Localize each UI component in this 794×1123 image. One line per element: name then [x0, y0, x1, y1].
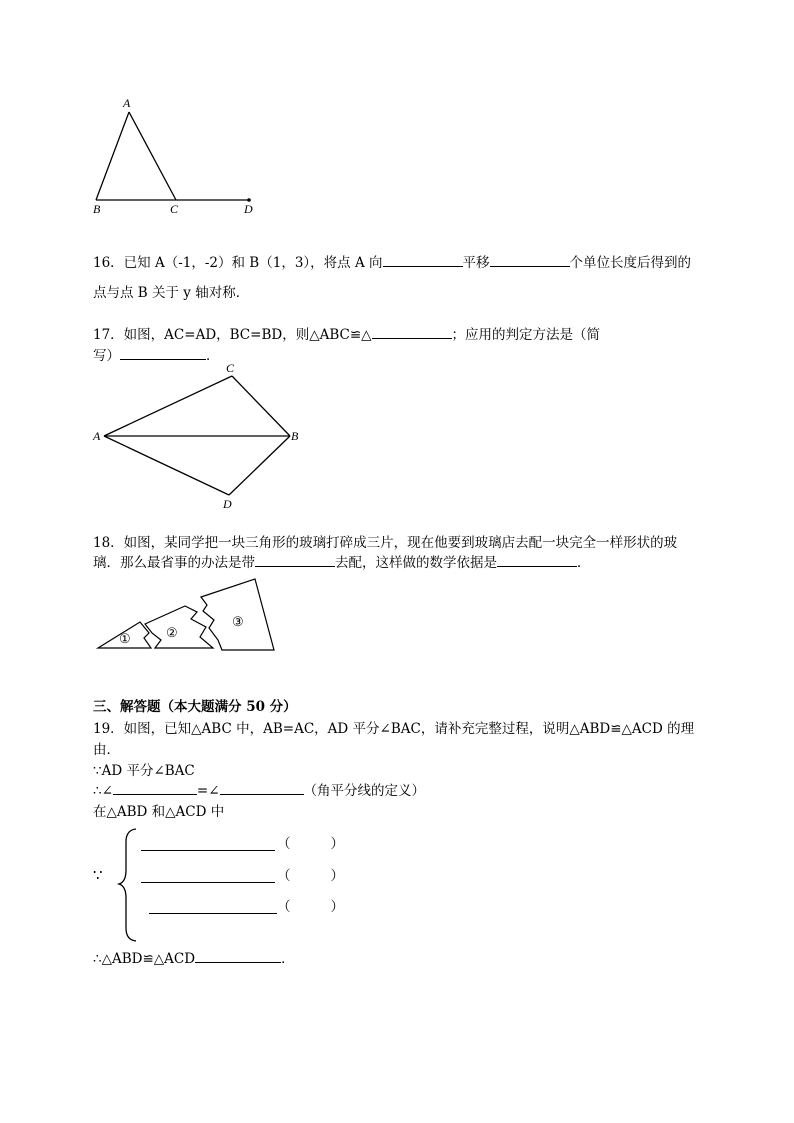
- question-19-line-5: 在△ABD 和△ACD 中: [93, 804, 225, 820]
- label-a: A: [123, 96, 131, 110]
- proof-row-2-paren-close: ）: [330, 868, 344, 884]
- q19-conclusion-period: ．: [281, 951, 295, 967]
- q17-text-b: ；应用的判定方法是（简: [451, 327, 601, 343]
- question-19-conclusion: [93, 950, 295, 968]
- proof-row-3-paren-open: （: [277, 899, 291, 915]
- piece-2-label: ②: [166, 626, 178, 641]
- section-3-title: 三、解答题（本大题满分 50 分）: [93, 699, 297, 715]
- label-c: C: [170, 202, 179, 216]
- label-b: B: [93, 202, 101, 216]
- question-19-line-1: 19．如图，已知△ABC 中，AB=AC，AD 平分∠BAC，请补充完整过程，说明△ABD≌△ACD 的理: [93, 721, 695, 737]
- q17-text-a: 17．如图，AC=AD，BC=BD，则△ABC≌△: [93, 327, 372, 343]
- question-19-line-2: 由．: [93, 742, 120, 758]
- kite-label-c: C: [226, 361, 235, 375]
- proof-row-3: [149, 899, 277, 918]
- q19-blank-conclusion[interactable]: [195, 950, 281, 963]
- proof-row-2: [141, 868, 275, 887]
- piece-1-label: ①: [119, 632, 131, 647]
- proof-row-2-paren-open: （: [277, 868, 291, 884]
- proof-row-1-blank[interactable]: [141, 838, 275, 851]
- kite-label-d: D: [223, 497, 232, 511]
- proof-row-3-paren-close: ）: [330, 899, 344, 915]
- q19-reason-definition: （角平分线的定义）: [303, 783, 426, 799]
- proof-row-1-paren-open: （: [277, 836, 291, 852]
- q18-text-d: ．: [577, 555, 591, 571]
- q16-text-d: 点与点 B 关于 y 轴对称．: [93, 285, 250, 301]
- q19-conclusion-text: ∴△ABD≌△ACD: [93, 951, 196, 967]
- kite-label-b: B: [291, 429, 299, 443]
- q18-text-a: 18．如图，某同学把一块三角形的玻璃打碎成三片，现在他要到玻璃店去配一块完全一样形状的玻: [93, 535, 678, 551]
- kite-label-a: A: [93, 429, 101, 443]
- q18-text-b: 璃．那么最省事的办法是带: [93, 555, 255, 571]
- proof-row-3-blank[interactable]: [149, 901, 277, 914]
- q19-therefore-angle: ∴∠: [93, 783, 113, 799]
- q17-text-c: 写）: [93, 348, 120, 364]
- label-d: D: [244, 202, 253, 216]
- because-symbol: ∵: [93, 866, 103, 884]
- q16-text-b: 平移: [462, 255, 490, 271]
- proof-row-1-paren-close: ）: [330, 836, 344, 852]
- proof-row-3-reason-blank[interactable]: [291, 899, 331, 911]
- piece-3-label: ③: [232, 615, 244, 630]
- proof-row-2-blank[interactable]: [141, 870, 275, 883]
- proof-row-1: [141, 836, 275, 855]
- proof-row-1-reason-blank[interactable]: [291, 836, 331, 848]
- q16-text-c: 个单位长度后得到的: [569, 255, 691, 271]
- proof-row-2-reason: [277, 867, 344, 885]
- question-19-line-3: ∵AD 平分∠BAC: [93, 763, 195, 779]
- proof-row-3-reason: [277, 898, 344, 916]
- proof-row-1-reason: [277, 835, 344, 853]
- q19-equals-angle: =∠: [196, 783, 220, 799]
- q17-text-d: ．: [206, 348, 220, 364]
- q18-text-c: 去配，这样做的数学依据是: [335, 555, 497, 571]
- proof-row-2-reason-blank[interactable]: [291, 868, 331, 880]
- q16-text-a: 16．已知 A（-1，-2）和 B（1，3），将点 A 向: [93, 255, 383, 271]
